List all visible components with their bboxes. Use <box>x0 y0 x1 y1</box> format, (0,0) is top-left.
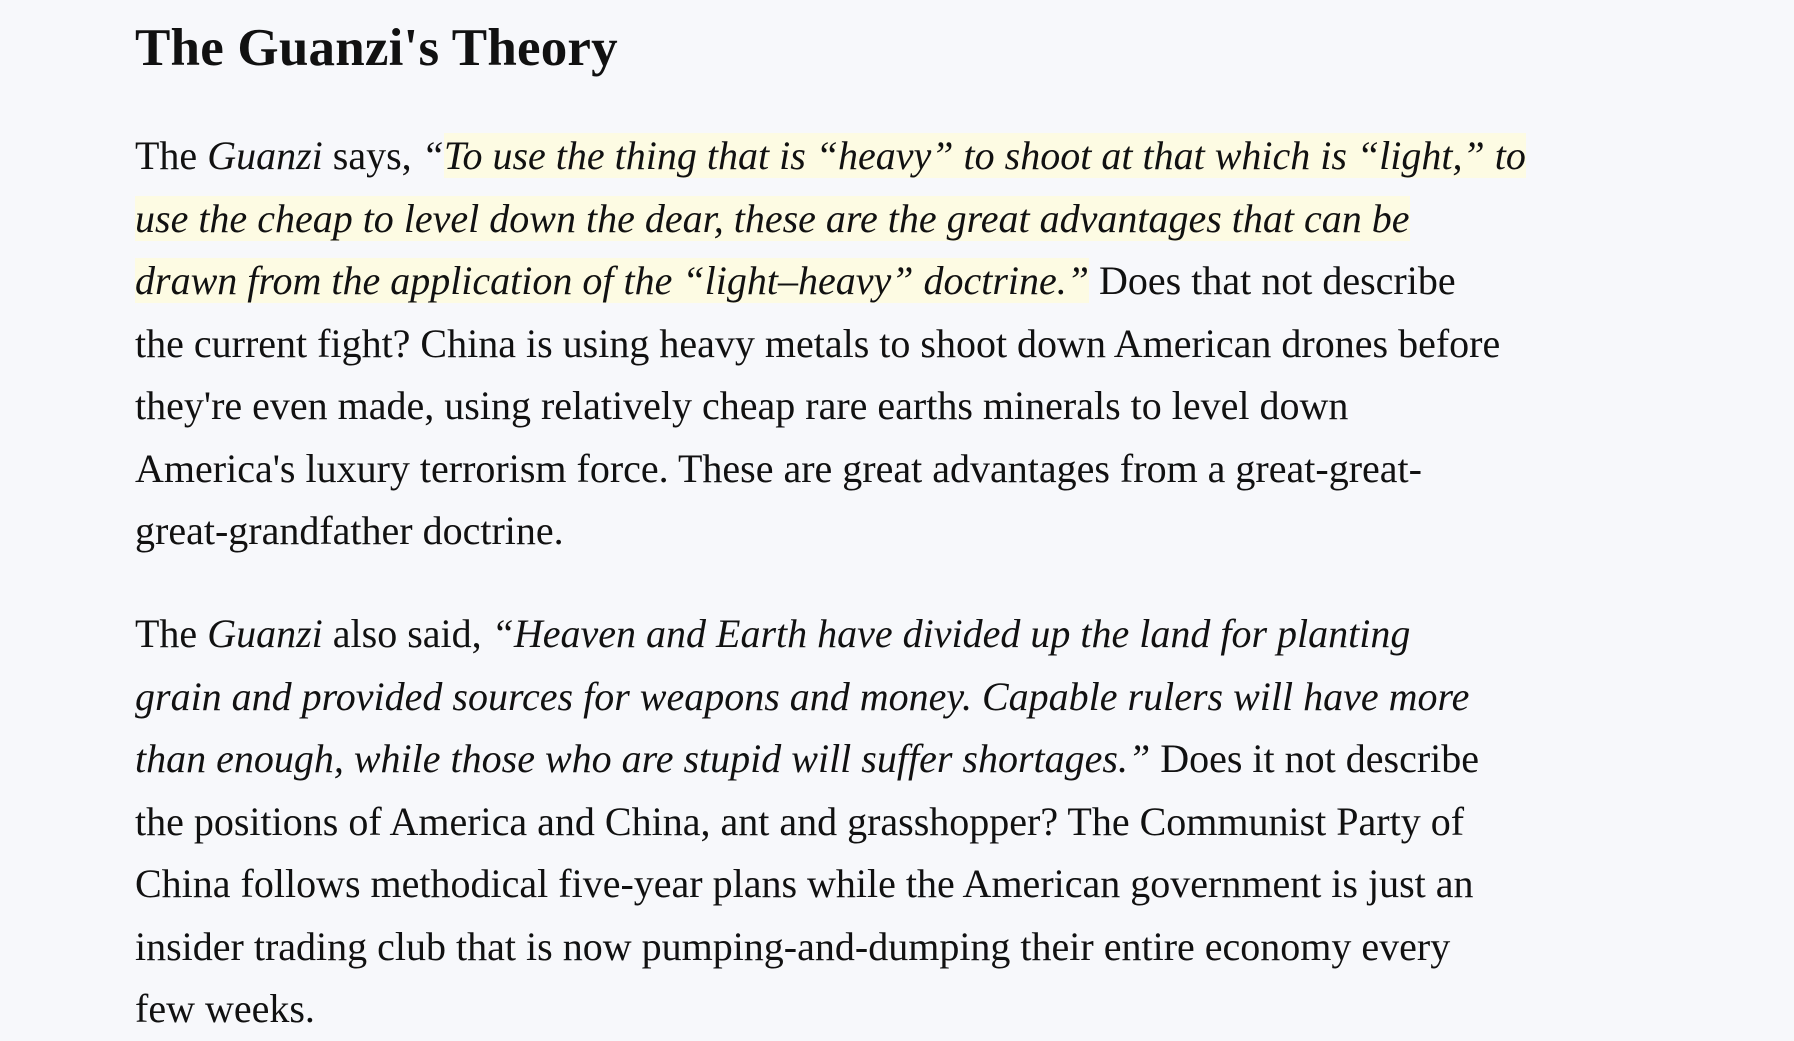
paragraph-line: the positions of America and China, ant and grasshopper? The Communist Party of <box>135 798 1465 844</box>
highlighted-quote[interactable]: drawn from the application of the “light–heavy” doctrine.” <box>135 258 1090 303</box>
paragraph-line: they're even made, using relatively cheap rare earths minerals to level down <box>135 383 1349 428</box>
paragraph-line <box>135 603 1705 666</box>
paragraph-line: the current fight? China is using heavy metals to shoot down American drones before <box>135 320 1501 366</box>
paragraph-line: few weeks. <box>135 986 315 1031</box>
highlighted-quote[interactable]: To use the thing that is “heavy” to shoot at that which is “light,” to <box>443 133 1526 178</box>
text-run: The <box>135 133 208 178</box>
paragraph-line: insider trading club that is now pumping-and-dumping their entire economy every <box>135 923 1451 969</box>
quote-text: than enough, while those who are stupid will suffer shortages.” <box>135 736 1151 781</box>
text-run: The <box>135 611 208 656</box>
quote-open-mark: “ <box>421 133 444 178</box>
book-title-guanzi: Guanzi <box>207 611 323 656</box>
text-run: Does that not describe <box>1089 258 1456 303</box>
paragraph-line: grain and provided sources for weapons and money. Capable rulers will have more <box>135 673 1470 719</box>
paragraph-line <box>135 188 1705 251</box>
paragraph-line <box>135 728 1705 791</box>
highlighted-quote[interactable]: use the cheap to level down the dear, these are the great advantages that can be <box>135 195 1410 241</box>
paragraph-line <box>135 250 1705 313</box>
quote-text: “Heaven and Earth have divided up the land for planting <box>491 611 1411 656</box>
section-title: The Guanzi's Theory <box>135 19 618 77</box>
paragraph-line: great-grandfather doctrine. <box>135 508 564 553</box>
text-run: says, <box>322 133 422 178</box>
paragraph-guanzi-heaven-earth <box>135 603 1705 1041</box>
paragraph-line <box>135 125 1705 188</box>
text-run: Does it not describe <box>1150 736 1480 781</box>
paragraph-line: America's luxury terrorism force. These are great advantages from a great-great- <box>135 445 1422 491</box>
paragraph-guanzi-light-heavy <box>135 125 1705 563</box>
book-title-guanzi: Guanzi <box>207 133 323 178</box>
text-run: also said, <box>322 611 492 656</box>
paragraph-line: China follows methodical five-year plans while the American government is just an <box>135 861 1474 906</box>
